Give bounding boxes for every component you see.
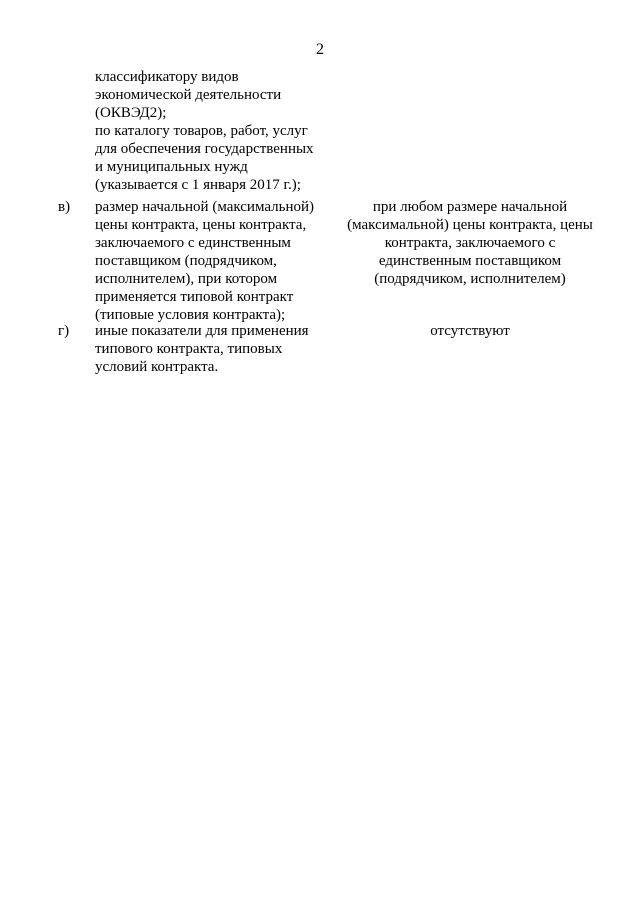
- continuation-text: классификатору видов экономической деятельности (ОКВЭД2); по каталогу товаров, работ, услуг для обеспечения государственных и муниципальных нужд (указывается с 1 января 2017 г.);: [95, 69, 314, 193]
- page-number: 2: [316, 41, 324, 58]
- item-marker: г): [58, 323, 70, 339]
- item-value-text: при любом размере начальной (максимальной) цены контракта, цены контракта, заключаемого с единственным поставщиком (подрядчиком, исполнителем): [347, 199, 593, 287]
- item-indicator-text: иные показатели для применения типового контракта, типовых условий контракта.: [95, 323, 309, 375]
- item-indicator-text: размер начальной (максимальной) цены контракта, цены контракта, заключаемого с единственным поставщиком (подрядчиком, исполнителем), при котором применяется типовой контракт (типовые условия контракта);: [95, 199, 315, 323]
- item-marker: в): [58, 199, 71, 215]
- item-value-text: отсутствуют: [430, 323, 510, 339]
